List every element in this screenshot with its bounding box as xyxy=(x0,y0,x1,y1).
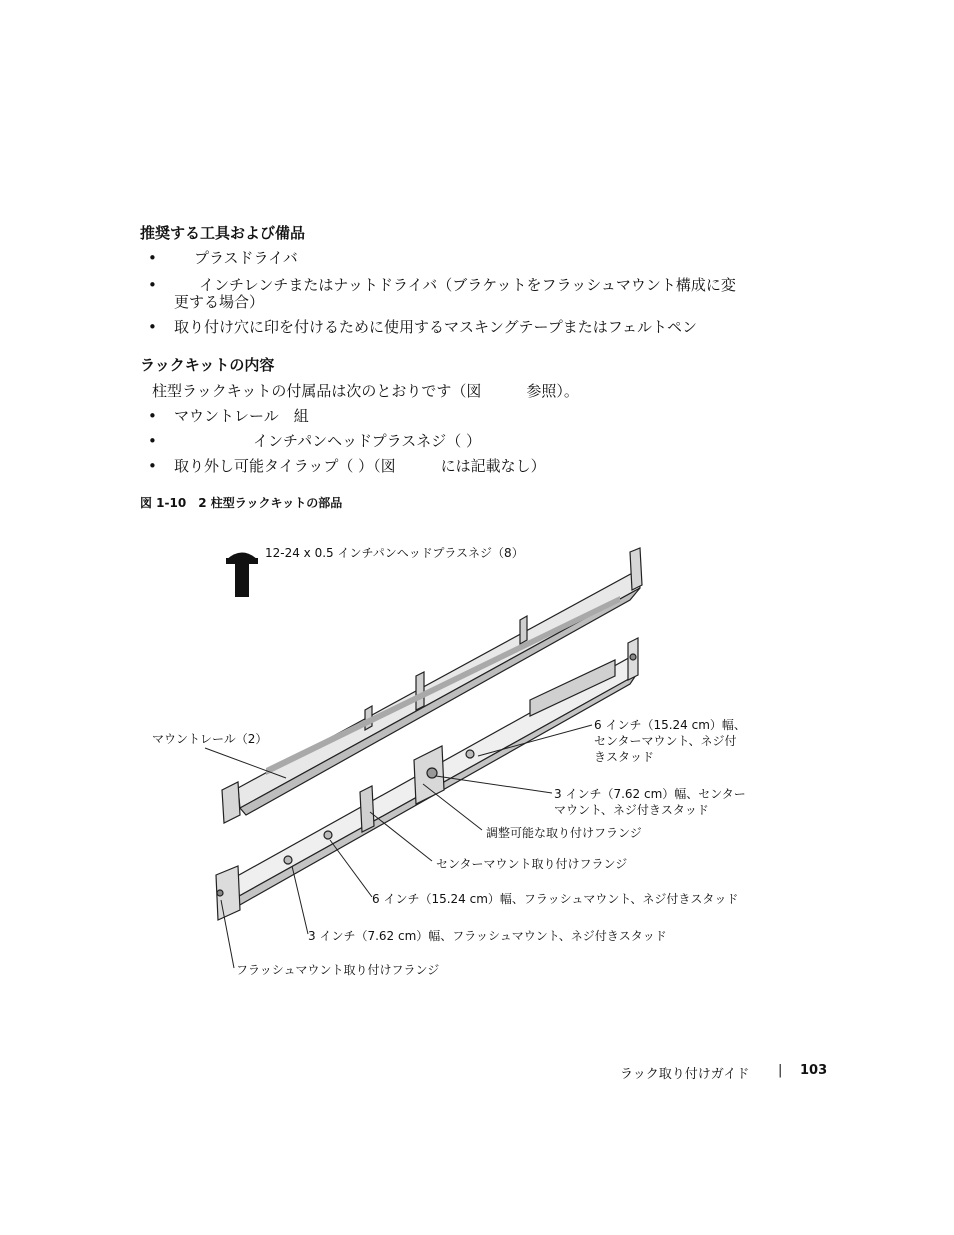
label-mounting-rail: マウントレール（2） xyxy=(152,732,268,746)
label-center-3in-line2: マウント、ネジ付きスタッド xyxy=(554,803,709,817)
list-item: 取り付け穴に印を付けるために使用するマスキングテープまたはフェルトペン xyxy=(174,318,698,336)
label-adjustable-flange: 調整可能な取り付けフランジ xyxy=(486,826,642,840)
bullet: • xyxy=(148,432,157,450)
bullet: • xyxy=(148,407,157,425)
list-item: プラスドライバ xyxy=(194,249,298,267)
label-flush-3in: 3 インチ（7.62 cm）幅、フラッシュマウント、ネジ付きスタッド xyxy=(308,929,667,943)
label-flush-6in: 6 インチ（15.24 cm）幅、フラッシュマウント、ネジ付きスタッド xyxy=(372,892,739,906)
footer-separator: | xyxy=(778,1063,783,1078)
label-screw: 12-24 x 0.5 インチパンヘッドプラスネジ（8） xyxy=(265,546,524,560)
list-item: マウントレール 組 xyxy=(174,407,309,425)
bullet: • xyxy=(148,318,157,336)
footer-title: ラック取り付けガイド xyxy=(620,1067,750,1082)
label-center-mount-flange: センターマウント取り付けフランジ xyxy=(436,857,628,871)
screw-icon xyxy=(226,553,258,598)
label-center-6in-line1: 6 インチ（15.24 cm）幅、 xyxy=(594,718,746,732)
section-title-kit-contents: ラックキットの内容 xyxy=(140,356,275,374)
label-center-6in-line3: きスタッド xyxy=(594,750,655,764)
label-flush-mount-flange: フラッシュマウント取り付けフランジ xyxy=(236,963,440,977)
bullet: • xyxy=(148,249,157,267)
bullet: • xyxy=(148,457,157,475)
figure-caption: 図 1-10 2 柱型ラックキットの部品 xyxy=(140,496,343,510)
intro-paragraph: 柱型ラックキットの付属品は次のとおりです（図 参照）。 xyxy=(152,382,579,400)
label-center-3in-line1: 3 インチ（7.62 cm）幅、センター xyxy=(554,787,746,801)
section-title-tools: 推奨する工具および備品 xyxy=(140,224,306,242)
list-item-continuation: 更する場合） xyxy=(174,293,265,311)
page-number: 103 xyxy=(800,1063,828,1078)
list-item: 取り外し可能タイラップ（ ）（図 には記載なし） xyxy=(174,457,546,475)
label-center-6in-line2: センターマウント、ネジ付 xyxy=(594,734,737,748)
list-item: インチレンチまたはナットドライバ（ブラケットをフラッシュマウント構成に変 xyxy=(199,276,736,294)
list-item: インチパンヘッドプラスネジ（ ） xyxy=(253,432,481,450)
bullet: • xyxy=(148,276,157,294)
